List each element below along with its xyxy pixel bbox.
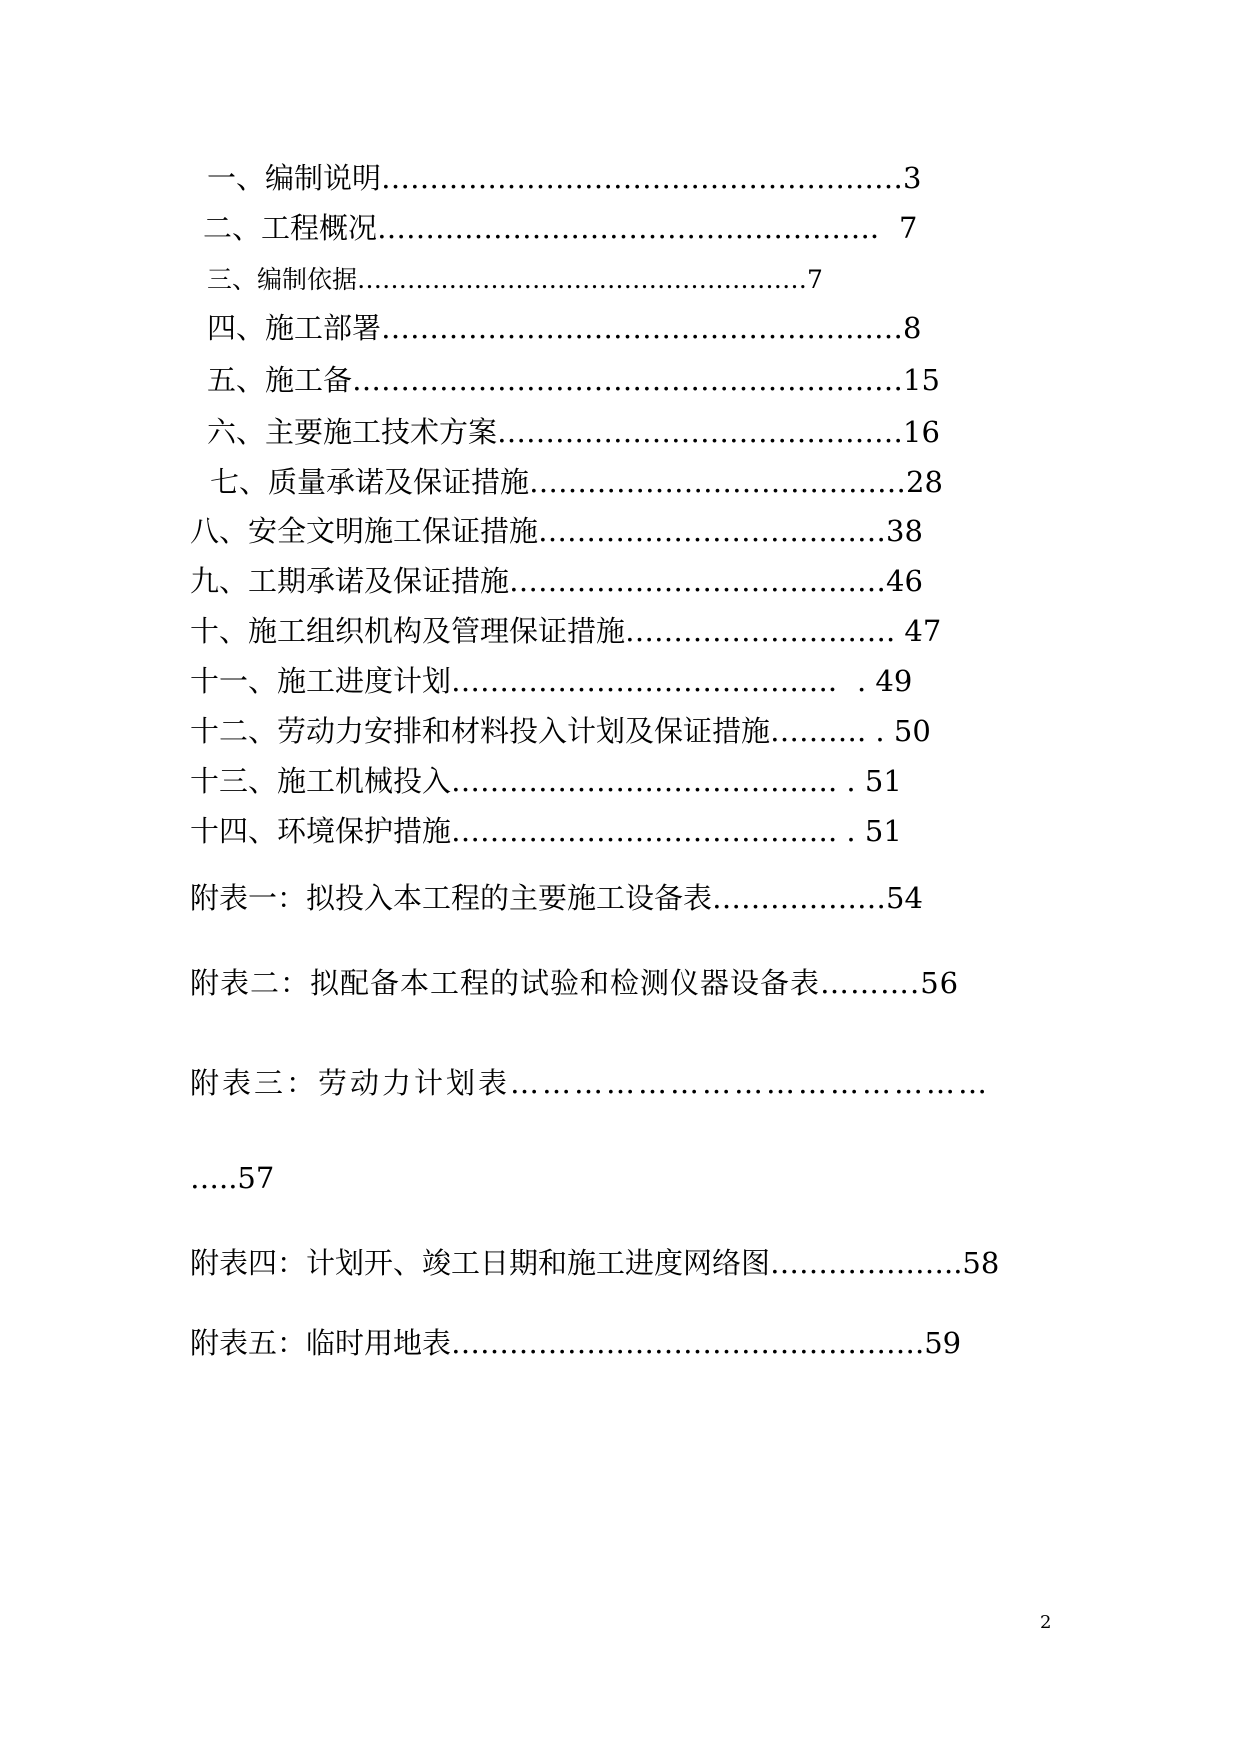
toc-item-8[interactable]: 八、安全文明施工保证措施………………………………38 bbox=[190, 514, 923, 548]
toc-item-3[interactable]: 三、编制依据………………………………………………7 bbox=[207, 265, 823, 294]
toc-appendix-3-continued[interactable]: …..57 bbox=[190, 1161, 275, 1195]
toc-item-9[interactable]: 九、工期承诺及保证措施…………………………………46 bbox=[190, 564, 923, 598]
toc-item-7[interactable]: 七、质量承诺及保证措施…………………………………28 bbox=[210, 465, 943, 499]
toc-item-1[interactable]: 一、编制说明………………………………………………3 bbox=[207, 161, 922, 195]
toc-item-13[interactable]: 十三、施工机械投入…………………………………. . 51 bbox=[190, 764, 902, 798]
toc-item-12[interactable]: 十二、劳动力安排和材料投入计划及保证措施………. . 50 bbox=[190, 714, 931, 748]
toc-item-10[interactable]: 十、施工组织机构及管理保证措施………………………. 47 bbox=[190, 614, 942, 648]
page-number: 2 bbox=[1040, 1612, 1052, 1633]
toc-item-14[interactable]: 十四、环境保护措施…………………………………. . 51 bbox=[190, 814, 902, 848]
toc-appendix-5[interactable]: 附表五：临时用地表………………………………………….59 bbox=[190, 1326, 962, 1360]
toc-appendix-4[interactable]: 附表四：计划开、竣工日期和施工进度网络图………………..58 bbox=[190, 1246, 1000, 1280]
toc-appendix-1[interactable]: 附表一：拟投入本工程的主要施工设备表………………54 bbox=[190, 881, 923, 915]
toc-appendix-2[interactable]: 附表二：拟配备本工程的试验和检测仪器设备表……….56 bbox=[190, 966, 960, 1000]
toc-item-6[interactable]: 六、主要施工技术方案……………………………………16 bbox=[207, 415, 940, 449]
toc-appendix-3[interactable]: 附表三：劳动力计划表……………………………………… bbox=[190, 1066, 991, 1100]
toc-item-4[interactable]: 四、施工部署………………………………………………8 bbox=[207, 311, 922, 345]
toc-item-5[interactable]: 五、施工备…………………………………………………15 bbox=[207, 363, 940, 397]
toc-item-11[interactable]: 十一、施工进度计划…………………………………．. 49 bbox=[190, 664, 913, 698]
toc-item-2[interactable]: 二、工程概况……………………………………………．7 bbox=[203, 211, 918, 245]
